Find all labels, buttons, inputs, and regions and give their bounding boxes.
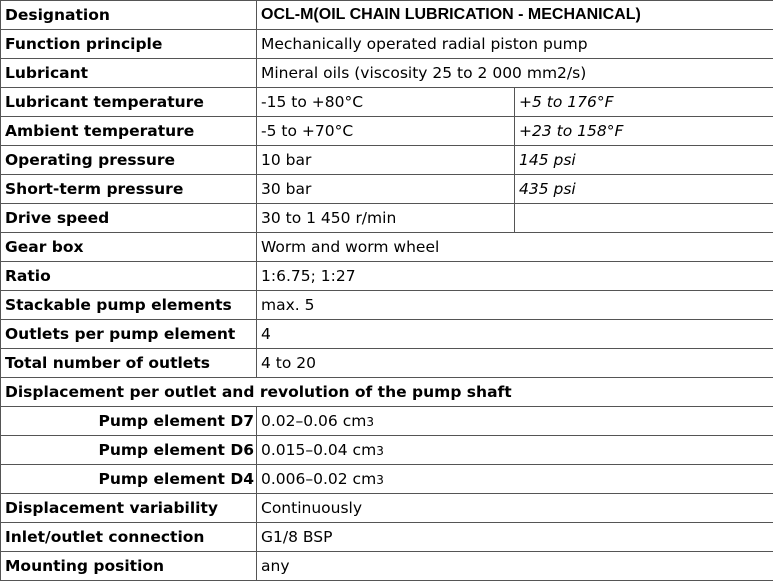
row-imperial-value: +5 to 176°F [515,88,773,117]
row-label: Mounting position [1,552,257,581]
table-row [1,88,773,117]
table-row [1,494,773,523]
table-row [1,30,773,59]
row-imperial-value [515,204,773,233]
unit-exponent: 3 [376,472,384,487]
value-text: 0.015–0.04 cm [261,440,377,459]
row-value: max. 5 [257,291,773,320]
row-label: Ambient temperature [1,117,257,146]
table-row [1,117,773,146]
row-value: -5 to +70°C [257,117,515,146]
row-value: Mineral oils (viscosity 25 to 2 000 mm2/s) [257,59,773,88]
row-label: Short-term pressure [1,175,257,204]
row-value: 30 to 1 450 r/min [257,204,515,233]
row-value: any [257,552,773,581]
value-text: 0.006–0.02 cm [261,469,377,488]
row-value: Worm and worm wheel [257,233,773,262]
row-label: Function principle [1,30,257,59]
row-label: Gear box [1,233,257,262]
row-label: Designation [1,1,257,30]
row-value: OCL-M(OIL CHAIN LUBRICATION - MECHANICAL) [257,1,773,30]
table-row [1,407,773,436]
unit-exponent: 3 [376,443,384,458]
row-label: Lubricant temperature [1,88,257,117]
row-value: G1/8 BSP [257,523,773,552]
row-label: Pump element D4 [1,465,257,494]
table-row [1,436,773,465]
row-label: Total number of outlets [1,349,257,378]
row-label: Ratio [1,262,257,291]
row-value: 4 to 20 [257,349,773,378]
table-row [1,233,773,262]
row-label: Inlet/outlet connection [1,523,257,552]
table-row [1,320,773,349]
table-row [1,1,773,30]
row-value [257,465,773,494]
table-row [1,523,773,552]
row-value: 30 bar [257,175,515,204]
row-label: Displacement variability [1,494,257,523]
table-row [1,552,773,581]
value-text: 0.02–0.06 cm [261,411,367,430]
table-row [1,349,773,378]
table-row [1,175,773,204]
row-value: 4 [257,320,773,349]
table-row [1,262,773,291]
table-row [1,59,773,88]
table-row [1,146,773,175]
row-value: Continuously [257,494,773,523]
row-label: Stackable pump elements [1,291,257,320]
row-imperial-value: 145 psi [515,146,773,175]
section-heading: Displacement per outlet and revolution of the pump shaft [1,378,773,407]
row-label: Pump element D6 [1,436,257,465]
table-row [1,291,773,320]
row-value: Mechanically operated radial piston pump [257,30,773,59]
row-value [257,436,773,465]
row-label: Lubricant [1,59,257,88]
row-value: -15 to +80°C [257,88,515,117]
table-row [1,378,773,407]
row-imperial-value: +23 to 158°F [515,117,773,146]
row-value [257,407,773,436]
unit-exponent: 3 [366,414,374,429]
row-value: 1:6.75; 1:27 [257,262,773,291]
row-label: Operating pressure [1,146,257,175]
row-value: 10 bar [257,146,515,175]
row-imperial-value: 435 psi [515,175,773,204]
table-row [1,465,773,494]
row-label: Drive speed [1,204,257,233]
row-label: Pump element D7 [1,407,257,436]
row-label: Outlets per pump element [1,320,257,349]
table-row [1,204,773,233]
